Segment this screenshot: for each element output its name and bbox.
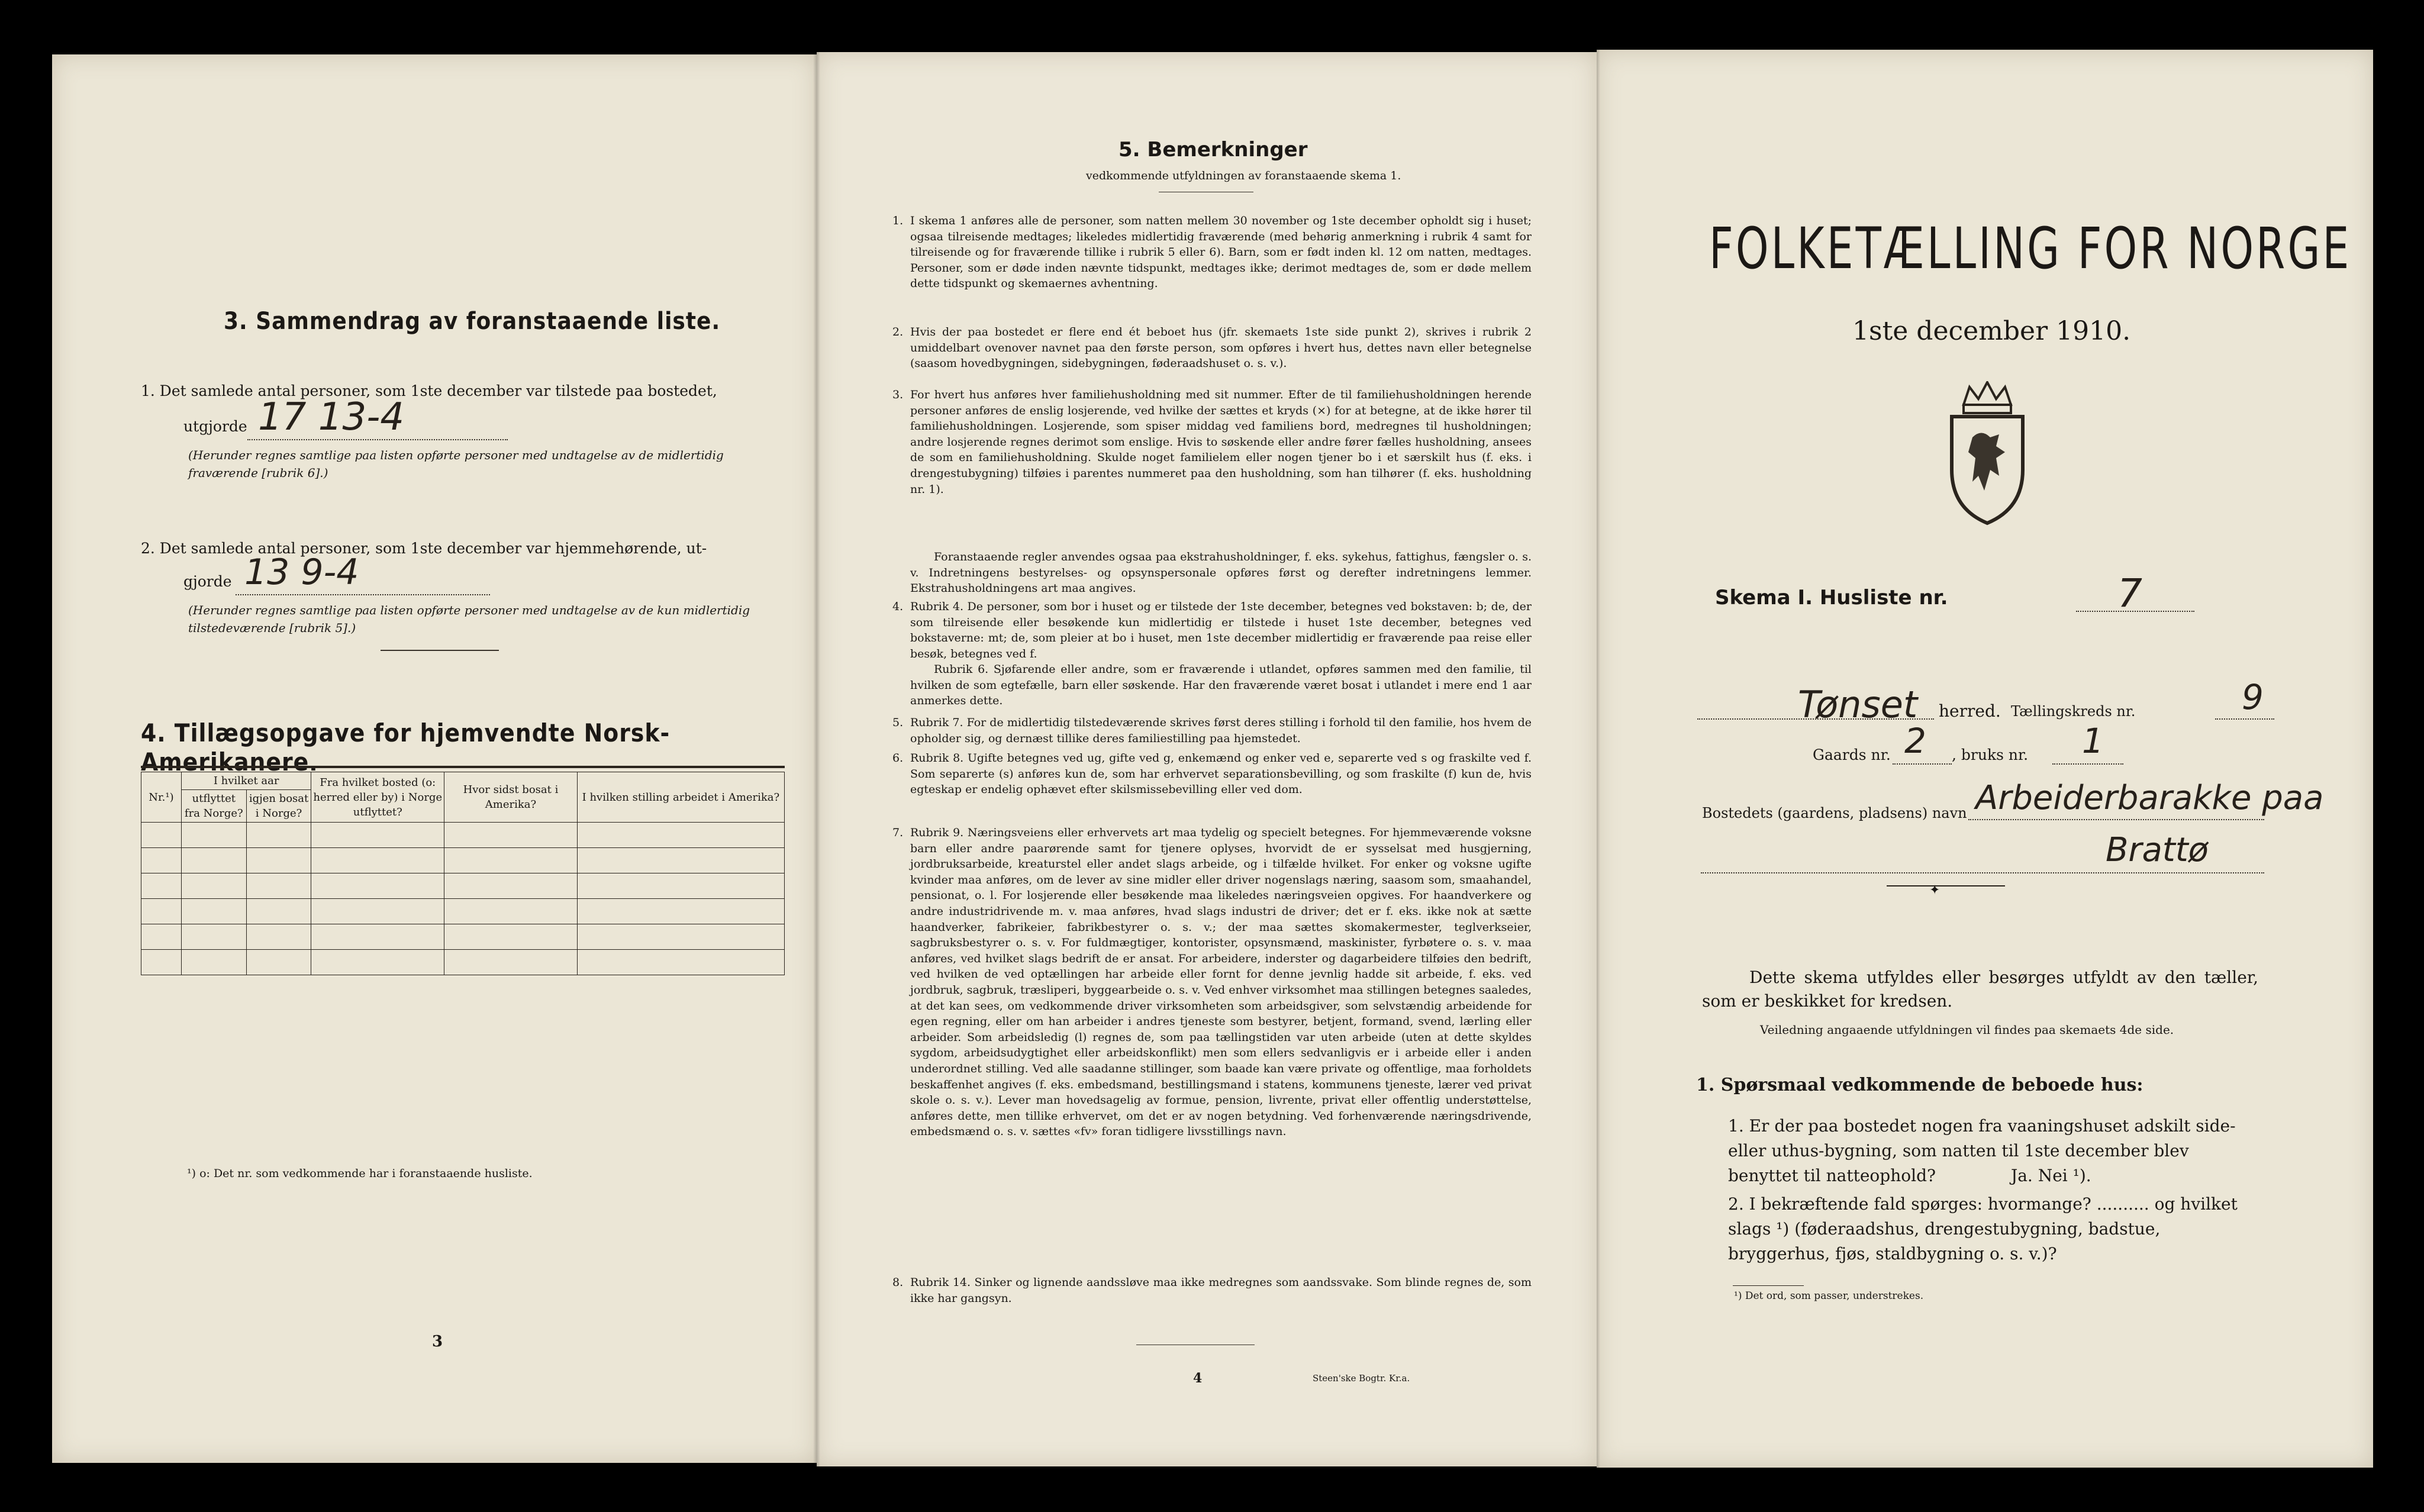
item1-line — [247, 439, 508, 440]
ornament-rule — [1887, 885, 2005, 886]
guide-text: Veiledning angaaende utfyldningen vil findes paa skemaets 4de side. — [1760, 1023, 2174, 1037]
right-footnote: ¹) Det ord, som passer, understrekes. — [1734, 1290, 1924, 1302]
question-heading: 1. Spørsmaal vedkommende de beboede hus: — [1696, 1075, 2143, 1095]
divider — [381, 650, 499, 651]
col-nr: Nr.¹) — [141, 772, 182, 823]
page-number: 3 — [432, 1333, 443, 1350]
herred-name: Tønset — [1798, 683, 1918, 726]
remark-item — [892, 825, 1532, 1140]
remark-text: Rubrik 6. Sjøfarende eller andre, som er fraværende i utlandet, opføres sammen med den familie, til hvilken de som egtefælle, barn eller søskende. Har den fraværende været bosat i utlandet i mere end 1 aar anmerkes dette. — [910, 663, 1532, 708]
printer-mark: Steen'ske Bogtr. Kr.a. — [1313, 1373, 1410, 1384]
table-row — [141, 848, 785, 873]
remark-item — [910, 662, 1532, 709]
kreds-label: Tællingskreds nr. — [2011, 703, 2136, 720]
col-year: I hvilket aar — [181, 772, 311, 790]
remark-number: 8. — [892, 1276, 904, 1289]
col-year-out: utflyttet fra Norge? — [181, 790, 246, 823]
norsk-amerikanere-table — [141, 772, 785, 975]
remark-text: Hvis der paa bostedet er flere end ét beboet hus (jfr. skemaets 1ste side punkt 2), skrives i rubrik 2 umiddelbart ovenover navnet paa den første person, som opføres i hvert hus, dettes navn eller betegnelse (saasom hovedbygningen, sidebygningen, føderaadshuset o. s. v.). — [910, 325, 1532, 370]
bosted-name-1: Arbeiderbarakke paa — [1975, 779, 2324, 817]
table-row — [141, 950, 785, 975]
remark-item — [892, 715, 1532, 746]
table-row — [141, 823, 785, 848]
page-number: 4 — [1193, 1371, 1203, 1386]
remark-item — [910, 549, 1532, 597]
item2-prefix: gjorde — [183, 573, 232, 590]
remark-text: Rubrik 7. For de midlertidig tilstedeværende skrives først deres stilling i forhold til den familie, hos hvem de opholder sig, og dernæst tillike deres familiestilling paa hjemstedet. — [910, 716, 1532, 745]
item1-handwriting: 17 13-4 — [258, 395, 405, 439]
remark-number: 2. — [892, 325, 904, 338]
remark-text: Rubrik 4. De personer, som bor i huset og er tilstede der 1ste december, betegnes ved bokstaven: b; de, der som tilreisende eller besøkende kun midlertidig er tilstede i huset 1ste december, betegnes ved bokstaverne: mt; de, som pleier at bo i huset, men 1ste december midlertidig er fraværende paa reise eller besøk, betegnes ved f. — [910, 600, 1532, 660]
bosted-label: Bostedets (gaardens, pladsens) navn — [1702, 805, 1967, 821]
remark-text: Foranstaaende regler anvendes ogsaa paa ekstrahusholdninger, f. eks. sykehus, fattighus, fængsler o. s. v. Indretningens bestyrelses- og opsynspersonale opføres først og derefter indretningens lemmer. Ekstrahusholdningens art maa angives. — [910, 550, 1532, 595]
remark-number: 1. — [892, 214, 904, 227]
bosted-line-2 — [1701, 872, 2264, 873]
remark-item — [892, 1275, 1532, 1306]
table-footnote: ¹) o: Det nr. som vedkommende har i foranstaaende husliste. — [187, 1167, 533, 1180]
census-date: 1ste december 1910. — [1852, 316, 2131, 346]
remarks-heading: 5. Bemerkninger — [1118, 138, 1308, 162]
item2-line — [236, 594, 490, 595]
remark-text: Rubrik 8. Ugifte betegnes ved ug, gifte ved g, enkemænd og enker ved e, separerte ved s og fraskilte ved f. Som separerte (s) anføres kun de, som har erhvervet separationsbevilling, og som fraskilte (f) kun de, hvis egteskap er endelig ophævet efter skilsmissebevilling eller ved dom. — [910, 752, 1532, 797]
herred-line — [1697, 718, 1934, 720]
item1-prefix: utgjorde — [183, 418, 247, 435]
remark-item — [892, 324, 1532, 372]
page-fold — [817, 52, 820, 1466]
remark-text: Rubrik 14. Sinker og lignende aandssløve maa ikke medregnes som aandssvake. Som blinde regnes de, som ikke har gangsyn. — [910, 1276, 1532, 1305]
col-job: I hvilken stilling arbeidet i Amerika? — [577, 772, 784, 823]
herred-label: herred. — [1939, 701, 2001, 721]
remark-number: 4. — [892, 600, 904, 613]
table-row — [141, 873, 785, 899]
ornament-icon: ✦ — [1929, 883, 1941, 898]
question-1: 1. Er der paa bostedet nogen fra vaaningshuset adskilt side- eller uthus-bygning, som natten til 1ste december blev benyttet til natteophold? — [1728, 1116, 2236, 1185]
kreds-line — [2215, 718, 2274, 720]
remark-number: 6. — [892, 752, 904, 765]
bruks-label: , bruks nr. — [1952, 746, 2029, 763]
col-where: Hvor sidst bosat i Amerika? — [444, 772, 578, 823]
schema-label: Skema I. Husliste nr. — [1715, 586, 1948, 610]
husliste-number: 7 — [2117, 570, 2142, 616]
table-row — [141, 899, 785, 924]
col-from: Fra hvilket bosted (o: herred eller by) i Norge utflyttet? — [311, 772, 444, 823]
page-middle — [817, 52, 1597, 1466]
remark-item — [892, 387, 1532, 497]
remark-item — [892, 213, 1532, 292]
remarks-subheading: vedkommende utfyldningen av foranstaaende skema 1. — [1086, 169, 1401, 182]
bruks-number: 1 — [2082, 721, 2104, 761]
bosted-line-1 — [1968, 819, 2264, 820]
item2-note: (Herunder regnes samtlige paa listen opførte personer med undtagelse av de kun midlertidig tilstedeværende [rubrik 5].) — [188, 603, 750, 635]
remark-number: 3. — [892, 388, 904, 401]
divider — [1733, 1285, 1804, 1286]
remark-number: 5. — [892, 716, 904, 729]
item1-note: (Herunder regnes samtlige paa listen opførte personer med undtagelse av de midlertidig fraværende [rubrik 6].) — [188, 448, 724, 480]
gaards-number: 2 — [1904, 721, 1926, 761]
item2-handwriting: 13 9-4 — [244, 552, 359, 593]
question-1-answer: Ja. Nei ¹). — [2011, 1166, 2091, 1185]
remark-item — [892, 750, 1532, 798]
remark-text: For hvert hus anføres hver familiehusholdning med sit nummer. Efter de til familiehusholdningen herende personer anføres de enslig losjerende, ved hvilke der sættes et kryds (×) for at betegne, at de ikke hører til familiehusholdningen. Losjerende, som spiser middag ved familiens bord, medregnes til husholdningen; andre losjerende regnes derimot som enslige. Hvis to søskende eller andre fører fælles husholdning, ansees de som en familiehusholdning. Skulde noget familielem eller nogen tjener bo i et særskilt hus (f. eks. i drengestubygning) tilføies i parentes nummeret paa den husholdning, som han tilhører (f. eks. husholdning nr. 1). — [910, 388, 1532, 496]
col-year-back: igjen bosat i Norge? — [246, 790, 311, 823]
bosted-name-2: Brattø — [2106, 831, 2209, 869]
item1-text: 1. Det samlede antal personer, som 1ste december var tilstede paa bostedet, — [141, 382, 717, 399]
page-right — [1597, 50, 2373, 1468]
remark-number: 7. — [892, 826, 904, 839]
gaards-label: Gaards nr. — [1813, 746, 1891, 763]
table-row — [141, 924, 785, 950]
table-top-rule — [141, 766, 785, 768]
item2-text: 2. Det samlede antal personer, som 1ste december var hjemmehørende, ut- — [141, 540, 707, 557]
kreds-number: 9 — [2242, 677, 2264, 717]
coat-of-arms-icon — [1940, 381, 2035, 529]
remark-item — [892, 599, 1532, 662]
remark-text: Rubrik 9. Næringsveiens eller erhvervets art maa tydelig og specielt betegnes. For hjemmeværende voksne barn eller andre paarørende samt for tjenere oplyses, hvorvidt de er sysselsat med husgjerning, jordbruksarbeide, kreaturstel eller andet slags arbeide, og i tilfælde hvilket. For enker og voksne ugifte kvinder maa anføres, om de lever av sine midler eller driver nogenslags næring, saasom som, smaahandel, pensionat, o. l. For losjerende eller besøkende maa likeledes næringsveien opgives. For haandverkere og andre industridrivende m. v. maa anføres, hvad slags industri de driver; det er f. eks. ikke nok at sætte haandverker, fabrikeier, fabrikbestyrer o. s. v.; der maa sættes skomakermester, teglverkseier, sagbruksbestyrer o. s. v. For fuldmægtiger, kontorister, opsynsmænd, maskinister, fyrbøtere o. s. v. maa anføres, ved hvilket slags bedrift de er ansat. For arbeidere, inderster og dagarbeidere tilføies den bedrift, ved hvilken de ved optællingen har arbeide eller fornt for denne jevnlig hadde sit arbeide, f. eks. ved jordbruk, sagbruk, træsliperi, byggearbeide o. s. v. Ved enhver virksomhet maa stillingen betegnes saaledes, at det kan sees, om vedkommende driver virksomheten som arbeidsgiver, som selvstændig arbeidende for egen regning, eller om han arbeider i andres tjeneste som bestyrer, betjent, formand, svend, lærling eller arbeider. Som arbeidsledig (l) regnes de, som paa tællingstiden var uten arbeide (uten at dette skyldes sygdom, arbeidsudygtighet eller arbeidskonflikt) men som ellers sedvanligvis er i arbeide eller i anden underordnet stilling. Ved alle saadanne stillinger, som baade kan være private og offentlige, maa forholdets beskaffenhet angives (f. eks. embedsmand, bestillingsmand i statens, kommunens tjeneste, lærer ved privat skole o. s. v.). Lever man hovedsagelig av formue, pension, livrente, privat eller offentlig understøttelse, anføres dette, men tillike erhvervet, om det er av nogen betydning. Ved forhenværende næringsdrivende, embedsmænd o. s. v. sættes «fv» foran tidligere livsstillings navn. — [910, 826, 1532, 1139]
census-title: FOLKETÆLLING FOR NORGE — [1709, 215, 2352, 282]
page-left — [52, 54, 817, 1463]
husliste-line — [2076, 611, 2194, 612]
intro-text: Dette skema utfyldes eller besørges utfyldt av den tæller, som er beskikket for kredsen. — [1702, 968, 2258, 1011]
question-2: 2. I bekræftende fald spørges: hvormange? .......... og hvilket slags ¹) (føderaadshus, drengestubygning, badstue, bryggerhus, fjøs, staldbygning o. s. v.)? — [1728, 1194, 2238, 1263]
gaards-line — [1893, 763, 1952, 765]
bruks-line — [2052, 763, 2123, 765]
section4-title: 4. Tillægsopgave for hjemvendte Norsk-Amerikanere. — [141, 718, 671, 776]
remark-text: I skema 1 anføres alle de personer, som natten mellem 30 november og 1ste december opholdt sig i huset; ogsaa tilreisende medtages; likeledes midlertidig fraværende (med behørig anmerkning i rubrik 4 samt for tilreisende og for fraværende tillike i rubrik 5 eller 6). Barn, som er født inden kl. 12 om natten, medtages. Personer, som er døde inden nævnte tidspunkt, medtages ikke; derimot medtages de, som er døde mellem dette tidspunkt og skemaernes avhentning. — [910, 214, 1532, 291]
page-fold — [1597, 50, 1600, 1468]
section3-title: 3. Sammendrag av foranstaaende liste. — [224, 308, 721, 335]
